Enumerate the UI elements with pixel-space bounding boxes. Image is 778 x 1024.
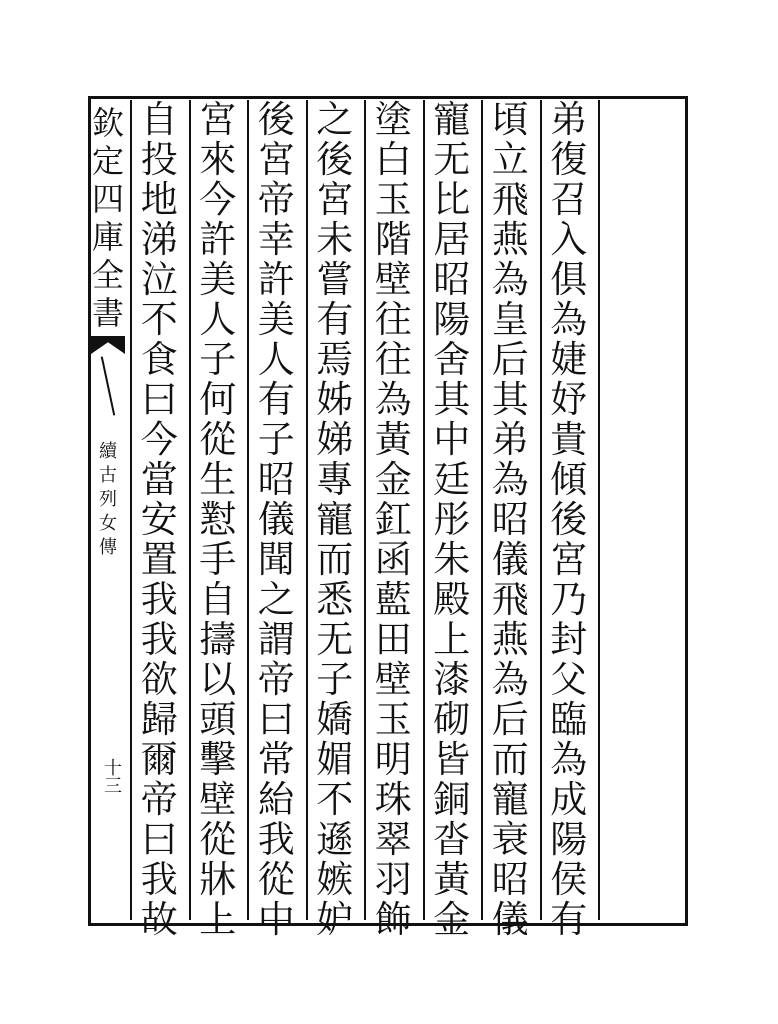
glyph: 入 xyxy=(550,218,588,261)
glyph: 為 xyxy=(491,658,529,701)
glyph: 黃 xyxy=(433,858,471,901)
glyph: 人 xyxy=(257,338,295,381)
glyph: 手 xyxy=(199,538,237,581)
glyph: 翠 xyxy=(374,818,412,861)
glyph: 為 xyxy=(491,458,529,501)
glyph: 為 xyxy=(374,378,412,421)
glyph: 金 xyxy=(374,458,412,501)
folio-number: 十三 xyxy=(101,758,122,794)
glyph: 明 xyxy=(374,738,412,781)
glyph: 之 xyxy=(257,578,295,621)
glyph: 舍 xyxy=(433,338,471,381)
glyph: 為 xyxy=(550,738,588,781)
glyph: 壁 xyxy=(199,778,237,821)
glyph: 白 xyxy=(374,138,412,181)
glyph: 上 xyxy=(199,898,237,941)
glyph: 壁 xyxy=(374,658,412,701)
glyph: 衰 xyxy=(491,818,529,861)
glyph: 而 xyxy=(316,538,354,581)
glyph: 乃 xyxy=(550,578,588,621)
glyph: 後 xyxy=(316,138,354,181)
glyph: 居 xyxy=(433,218,471,261)
glyph: 朱 xyxy=(433,538,471,581)
text-column xyxy=(137,98,181,941)
glyph: 置 xyxy=(140,538,178,581)
glyph: 聞 xyxy=(257,538,295,581)
glyph: 傾 xyxy=(550,458,588,501)
text-column xyxy=(547,98,591,941)
glyph: 許 xyxy=(257,258,295,301)
glyph: 沓 xyxy=(433,818,471,861)
glyph: 自 xyxy=(140,98,178,141)
glyph: 帝 xyxy=(257,178,295,221)
glyph: 弟 xyxy=(550,98,588,141)
glyph: 燕 xyxy=(491,218,529,261)
library-title xyxy=(92,104,124,332)
glyph: 子 xyxy=(316,658,354,701)
glyph: 遜 xyxy=(316,818,354,861)
glyph: 許 xyxy=(199,218,237,261)
glyph: 廷 xyxy=(433,458,471,501)
text-column xyxy=(430,98,474,941)
glyph: 比 xyxy=(433,178,471,221)
glyph: 飾 xyxy=(374,898,412,941)
glyph: 嬌 xyxy=(316,698,354,741)
glyph: 以 xyxy=(199,658,237,701)
glyph: 寵 xyxy=(316,498,354,541)
column-rule xyxy=(481,100,483,920)
glyph: 貴 xyxy=(550,418,588,461)
glyph: 為 xyxy=(491,258,529,301)
glyph: 子 xyxy=(199,338,237,381)
glyph: 擣 xyxy=(199,618,237,661)
glyph: 中 xyxy=(433,418,471,461)
glyph: 燕 xyxy=(491,618,529,661)
glyph: 我 xyxy=(257,818,295,861)
glyph: 釭 xyxy=(374,498,412,541)
glyph: 壁 xyxy=(374,258,412,301)
glyph: 曰 xyxy=(257,698,295,741)
glyph: 欲 xyxy=(140,658,178,701)
glyph: 往 xyxy=(374,298,412,341)
glyph: 而 xyxy=(491,738,529,781)
book-name-char: 傳 xyxy=(99,537,117,558)
column-rule xyxy=(130,100,132,920)
glyph: 妤 xyxy=(550,378,588,421)
column-rule xyxy=(306,100,308,920)
glyph: 昭 xyxy=(491,858,529,901)
glyph: 歸 xyxy=(140,698,178,741)
glyph: 飛 xyxy=(491,578,529,621)
glyph: 往 xyxy=(374,338,412,381)
glyph: 珠 xyxy=(374,778,412,821)
glyph: 有 xyxy=(550,898,588,941)
title-char: 書 xyxy=(91,294,124,332)
glyph: 自 xyxy=(199,578,237,621)
glyph: 昭 xyxy=(257,458,295,501)
glyph: 羽 xyxy=(374,858,412,901)
glyph: 弟 xyxy=(491,418,529,461)
glyph: 我 xyxy=(140,858,178,901)
glyph: 黃 xyxy=(374,418,412,461)
glyph: 父 xyxy=(550,658,588,701)
glyph: 儀 xyxy=(491,898,529,941)
glyph: 砌 xyxy=(433,698,471,741)
glyph: 后 xyxy=(491,338,529,381)
glyph: 從 xyxy=(199,418,237,461)
glyph: 金 xyxy=(433,898,471,941)
glyph: 何 xyxy=(199,378,237,421)
glyph: 妒 xyxy=(316,898,354,941)
glyph: 我 xyxy=(140,618,178,661)
glyph: 有 xyxy=(316,298,354,341)
glyph: 常 xyxy=(257,738,295,781)
text-column xyxy=(196,98,240,941)
glyph: 臨 xyxy=(550,698,588,741)
glyph: 函 xyxy=(374,538,412,581)
glyph: 漆 xyxy=(433,658,471,701)
glyph: 謂 xyxy=(257,618,295,661)
column-rule xyxy=(247,100,249,920)
glyph: 從 xyxy=(257,858,295,901)
glyph: 不 xyxy=(316,778,354,821)
glyph: 地 xyxy=(140,178,178,221)
glyph: 我 xyxy=(140,578,178,621)
glyph: 塗 xyxy=(374,98,412,141)
glyph: 之 xyxy=(316,98,354,141)
glyph: 後 xyxy=(257,98,295,141)
glyph: 俱 xyxy=(550,258,588,301)
text-column xyxy=(371,98,415,941)
glyph: 爾 xyxy=(140,738,178,781)
glyph: 專 xyxy=(316,458,354,501)
glyph: 宮 xyxy=(550,538,588,581)
glyph: 殿 xyxy=(433,578,471,621)
glyph: 銅 xyxy=(433,778,471,821)
glyph: 懟 xyxy=(199,498,237,541)
glyph: 帝 xyxy=(140,778,178,821)
glyph: 頃 xyxy=(491,98,529,141)
title-char: 四 xyxy=(91,180,124,218)
book-name-char: 續 xyxy=(99,441,117,462)
glyph: 姊 xyxy=(316,378,354,421)
glyph: 宮 xyxy=(257,138,295,181)
glyph: 娣 xyxy=(316,418,354,461)
title-char: 欽 xyxy=(91,104,124,142)
glyph: 召 xyxy=(550,178,588,221)
glyph: 投 xyxy=(140,138,178,181)
title-char: 定 xyxy=(91,142,124,180)
glyph: 美 xyxy=(199,258,237,301)
glyph: 皇 xyxy=(491,298,529,341)
glyph: 其 xyxy=(491,378,529,421)
glyph: 其 xyxy=(433,378,471,421)
text-column xyxy=(313,98,357,941)
glyph: 當 xyxy=(140,458,178,501)
glyph: 幸 xyxy=(257,218,295,261)
glyph: 曰 xyxy=(140,378,178,421)
glyph: 后 xyxy=(491,698,529,741)
glyph: 不 xyxy=(140,298,178,341)
glyph: 擊 xyxy=(199,738,237,781)
glyph: 儀 xyxy=(257,498,295,541)
glyph: 未 xyxy=(316,218,354,261)
glyph: 人 xyxy=(199,298,237,341)
glyph: 无 xyxy=(433,138,471,181)
book-name xyxy=(99,440,117,560)
glyph: 泣 xyxy=(140,258,178,301)
glyph: 陽 xyxy=(550,818,588,861)
glyph: 來 xyxy=(199,138,237,181)
book-name-char: 古 xyxy=(99,465,117,486)
glyph: 寵 xyxy=(491,778,529,821)
glyph: 牀 xyxy=(199,858,237,901)
glyph: 生 xyxy=(199,458,237,501)
glyph: 復 xyxy=(550,138,588,181)
glyph: 中 xyxy=(257,898,295,941)
glyph: 封 xyxy=(550,618,588,661)
glyph: 藍 xyxy=(374,578,412,621)
glyph: 今 xyxy=(140,418,178,461)
glyph: 宮 xyxy=(199,98,237,141)
glyph: 為 xyxy=(550,298,588,341)
margin-column xyxy=(90,104,126,560)
glyph: 美 xyxy=(257,298,295,341)
glyph: 昭 xyxy=(491,498,529,541)
glyph: 侯 xyxy=(550,858,588,901)
glyph: 有 xyxy=(257,378,295,421)
glyph: 嫉 xyxy=(316,858,354,901)
column-rule xyxy=(364,100,366,920)
glyph: 无 xyxy=(316,618,354,661)
glyph: 成 xyxy=(550,778,588,821)
column-rule xyxy=(423,100,425,920)
glyph: 昭 xyxy=(433,258,471,301)
book-name-char: 女 xyxy=(99,513,117,534)
glyph: 故 xyxy=(140,898,178,941)
glyph: 玉 xyxy=(374,178,412,221)
glyph: 飛 xyxy=(491,178,529,221)
glyph: 頭 xyxy=(199,698,237,741)
glyph: 彤 xyxy=(433,498,471,541)
fish-tail-line xyxy=(101,356,115,415)
glyph: 陽 xyxy=(433,298,471,341)
glyph: 食 xyxy=(140,338,178,381)
glyph: 安 xyxy=(140,498,178,541)
glyph: 上 xyxy=(433,618,471,661)
glyph: 子 xyxy=(257,418,295,461)
glyph: 從 xyxy=(199,818,237,861)
glyph: 宮 xyxy=(316,178,354,221)
text-column xyxy=(254,98,298,941)
glyph: 田 xyxy=(374,618,412,661)
fish-tail-mark xyxy=(91,336,125,354)
glyph: 曰 xyxy=(140,818,178,861)
text-column xyxy=(488,98,532,941)
glyph: 紿 xyxy=(257,778,295,821)
glyph: 焉 xyxy=(316,338,354,381)
glyph: 寵 xyxy=(433,98,471,141)
title-char: 全 xyxy=(91,256,124,294)
glyph: 悉 xyxy=(316,578,354,621)
glyph: 涕 xyxy=(140,218,178,261)
glyph: 階 xyxy=(374,218,412,261)
glyph: 後 xyxy=(550,498,588,541)
glyph: 嘗 xyxy=(316,258,354,301)
column-rule xyxy=(598,100,600,920)
glyph: 儀 xyxy=(491,538,529,581)
glyph: 帝 xyxy=(257,658,295,701)
glyph: 媚 xyxy=(316,738,354,781)
glyph: 玉 xyxy=(374,698,412,741)
glyph: 今 xyxy=(199,178,237,221)
column-rule xyxy=(540,100,542,920)
glyph: 皆 xyxy=(433,738,471,781)
title-char: 庫 xyxy=(91,218,124,256)
glyph: 婕 xyxy=(550,338,588,381)
column-rule xyxy=(189,100,191,920)
glyph: 立 xyxy=(491,138,529,181)
book-name-char: 列 xyxy=(99,489,117,510)
